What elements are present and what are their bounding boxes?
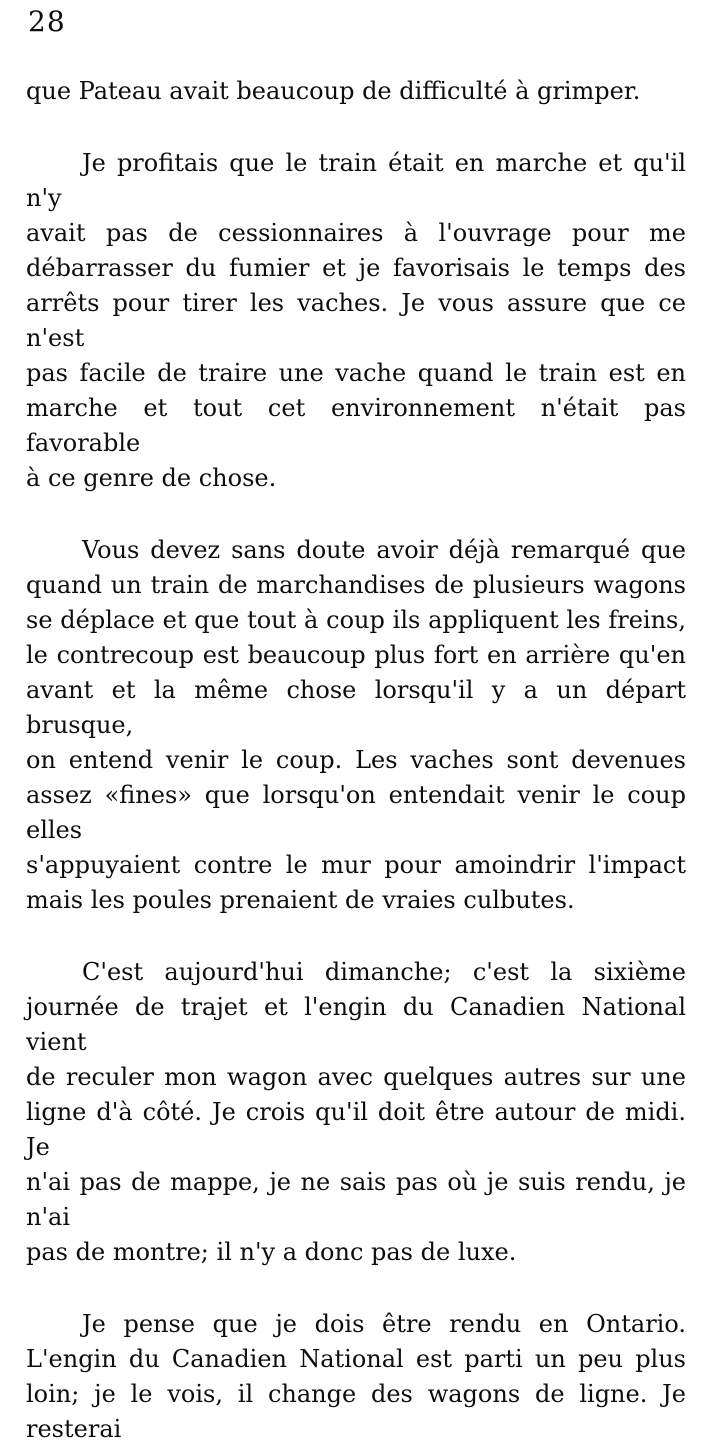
- paragraph: [26, 955, 686, 1270]
- text-line: assez «fines» que lorsqu'on entendait venir le coup elles: [26, 781, 686, 844]
- text-line: que Pateau avait beaucoup de difficulté à grimper.: [26, 77, 641, 105]
- text-line: L'engin du Canadien National est parti un peu plus: [26, 1345, 686, 1373]
- text-line: on entend venir le coup. Les vaches sont devenues: [26, 746, 686, 774]
- text-line: s'appuyaient contre le mur pour amoindrir l'impact: [26, 851, 686, 879]
- text-line: Je profitais que le train était en marche et qu'il n'y: [26, 149, 686, 212]
- text-line: à ce genre de chose.: [26, 464, 277, 492]
- page-number: 28: [28, 5, 66, 38]
- text-line: marche et tout cet environnement n'était pas favorable: [26, 394, 686, 457]
- page-text: [26, 74, 686, 1447]
- text-line: débarrasser du fumier et je favorisais le temps des: [26, 254, 686, 282]
- paragraph: [26, 533, 686, 918]
- text-line: pas facile de traire une vache quand le train est en: [26, 359, 686, 387]
- text-line: mais les poules prenaient de vraies culbutes.: [26, 886, 575, 914]
- paragraph: [26, 1307, 686, 1447]
- paragraph: [26, 74, 686, 109]
- text-line: pas de montre; il n'y a donc pas de luxe.: [26, 1238, 517, 1266]
- text-line: avait pas de cessionnaires à l'ouvrage pour me: [26, 219, 686, 247]
- text-line: Je pense que je dois être rendu en Ontario.: [82, 1310, 686, 1338]
- paragraph: [26, 146, 686, 496]
- text-line: quand un train de marchandises de plusieurs wagons: [26, 571, 686, 599]
- text-line: ligne d'à côté. Je crois qu'il doit être autour de midi. Je: [26, 1098, 686, 1161]
- text-line: avant et la même chose lorsqu'il y a un départ brusque,: [26, 676, 686, 739]
- text-line: n'ai pas de mappe, je ne sais pas où je suis rendu, je n'ai: [26, 1168, 686, 1231]
- text-line: se déplace et que tout à coup ils appliquent les freins,: [26, 606, 686, 634]
- text-line: le contrecoup est beaucoup plus fort en arrière qu'en: [26, 641, 686, 669]
- text-line: loin; je le vois, il change des wagons de ligne. Je resterai: [26, 1380, 686, 1443]
- text-line: de reculer mon wagon avec quelques autres sur une: [26, 1063, 686, 1091]
- text-line: Vous devez sans doute avoir déjà remarqué que: [82, 536, 686, 564]
- text-line: journée de trajet et l'engin du Canadien National vient: [26, 993, 686, 1056]
- text-line: arrêts pour tirer les vaches. Je vous assure que ce n'est: [26, 289, 686, 352]
- text-line: C'est aujourd'hui dimanche; c'est la sixième: [82, 958, 686, 986]
